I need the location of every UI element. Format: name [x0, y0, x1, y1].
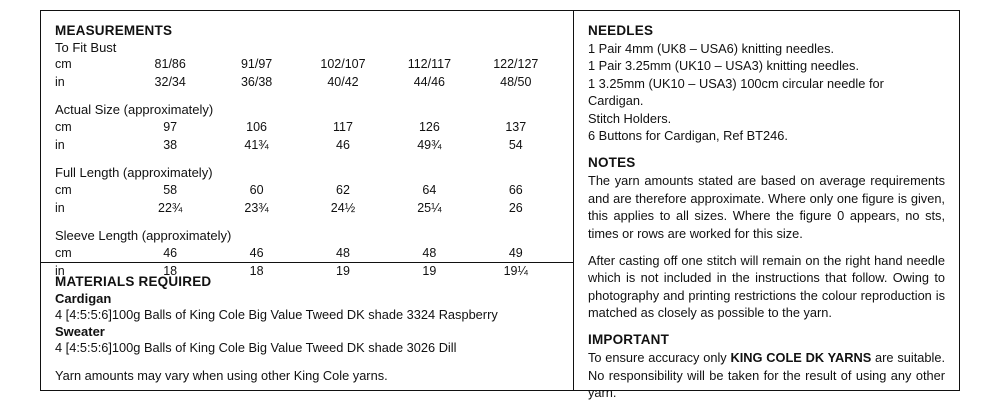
- cell: 102/107: [320, 57, 366, 71]
- important-section: [588, 332, 945, 401]
- table-row: [55, 137, 559, 155]
- cell: 122/127: [493, 57, 539, 71]
- cell: 46: [249, 246, 264, 261]
- row-label: cm: [55, 57, 72, 71]
- cell: 41¾: [244, 137, 269, 152]
- important-text-before: To ensure accuracy only: [588, 350, 731, 366]
- notes-paragraph-2: After casting off one stitch will remain on the right hand needle which is not included in the instructions that follow. Owing to photography and printing restrictions the colour reproduction is matched as closely as possible to the yarn.: [588, 252, 945, 321]
- group-title-row: [55, 164, 559, 182]
- materials-heading: MATERIALS REQUIRED: [55, 274, 212, 289]
- cell: 19¼: [503, 263, 528, 278]
- group-spacer: [55, 154, 559, 164]
- row-label: in: [55, 263, 65, 278]
- cell: 64: [422, 183, 437, 198]
- table-row: [55, 200, 559, 218]
- cell: 22¾: [158, 200, 183, 215]
- group-spacer: [55, 217, 559, 227]
- row-label: in: [55, 74, 65, 89]
- sweater-text: 4 [4:5:5:6]100g Balls of King Cole Big Value Tweed DK shade 3026 Dill: [55, 340, 457, 356]
- notes-paragraph-1: The yarn amounts stated are based on average requirements and are therefore approximate. Where only one figure is given, this applies to all sizes. Where the figure 0 appears, no sts, times or rows are worked for this size.: [588, 173, 945, 241]
- notes-heading: NOTES: [588, 155, 636, 171]
- cell: 117: [333, 120, 353, 135]
- cell: 48: [336, 246, 350, 261]
- table-row: [55, 182, 559, 200]
- table-row: [55, 56, 559, 74]
- needles-line: 1 Pair 3.25mm (UK10 – USA3) knitting needles.: [588, 58, 859, 74]
- row-label: cm: [55, 183, 72, 198]
- cell: 19: [422, 263, 437, 278]
- cardigan-text: 4 [4:5:5:6]100g Balls of King Cole Big Value Tweed DK shade 3324 Raspberry: [55, 307, 498, 322]
- cell: 18: [163, 263, 178, 278]
- sweater-label: Sweater: [55, 324, 105, 340]
- info-frame: [40, 10, 960, 401]
- cell: 44/46: [413, 74, 445, 89]
- cell: 46: [336, 137, 350, 152]
- cell: 38: [163, 137, 178, 152]
- cell: 126: [418, 120, 440, 135]
- cell: 36/38: [240, 74, 273, 89]
- cell: 48/50: [500, 74, 532, 89]
- group-title: Sleeve Length (approximately): [55, 228, 232, 244]
- table-row: [55, 245, 559, 263]
- cell: 66: [508, 183, 523, 198]
- cell: 23¾: [244, 200, 269, 215]
- group-title-row: [55, 227, 559, 245]
- yarn-note: Yarn amounts may vary when using other King Cole yarns.: [55, 368, 388, 384]
- cell: 106: [246, 120, 268, 135]
- cell: 25¼: [417, 200, 442, 215]
- cell: 40/42: [327, 74, 359, 89]
- cell: 24½: [330, 200, 356, 215]
- cell: 97: [163, 120, 178, 135]
- group-title: Full Length (approximately): [55, 165, 213, 181]
- important-text-after: are suitable. No responsibility will be taken for the result of using any other yarn.: [588, 350, 946, 401]
- needles-line: Cardigan.: [588, 93, 644, 109]
- needles-line: Stitch Holders.: [588, 110, 672, 126]
- table-row: [55, 119, 559, 137]
- left-column: [41, 11, 574, 390]
- cell: 91/97: [240, 57, 273, 71]
- materials-section: [41, 263, 573, 393]
- needles-heading: NEEDLES: [588, 23, 654, 38]
- cell: 46: [163, 246, 178, 261]
- right-column: [574, 11, 959, 401]
- cell: 49¾: [417, 137, 442, 152]
- needles-line: 1 Pair 4mm (UK8 – USA6) knitting needles.: [588, 41, 835, 56]
- needles-section: [588, 23, 945, 144]
- cell: 60: [249, 183, 264, 198]
- cell: 137: [505, 120, 527, 135]
- measurements-heading: MEASUREMENTS: [55, 23, 173, 38]
- cell: 26: [508, 200, 523, 215]
- row-label: in: [55, 200, 65, 215]
- measurements-table: [55, 56, 559, 280]
- row-label: cm: [55, 246, 72, 261]
- cell: 81/86: [154, 57, 186, 71]
- table-row: [55, 74, 559, 92]
- cell: 48: [422, 246, 437, 261]
- needles-line: 1 3.25mm (UK10 – USA3) 100cm circular needle for: [588, 75, 884, 91]
- cell: 54: [508, 137, 523, 152]
- important-heading: IMPORTANT: [588, 332, 670, 348]
- cell: 19: [336, 263, 350, 278]
- cell: 58: [163, 183, 178, 198]
- group-spacer: [55, 91, 559, 101]
- needles-line: 6 Buttons for Cardigan, Ref BT246.: [588, 127, 788, 143]
- cardigan-label: Cardigan: [55, 291, 112, 306]
- measurements-section: [41, 11, 573, 278]
- row-label: cm: [55, 120, 72, 135]
- important-emphasis: KING COLE DK YARNS: [730, 350, 872, 366]
- cell: 18: [249, 263, 264, 278]
- to-fit-bust-label: To Fit Bust: [55, 40, 117, 55]
- row-label: in: [55, 137, 65, 152]
- cell: 112/117: [407, 57, 452, 71]
- important-text: [588, 349, 945, 401]
- group-title-row: [55, 101, 559, 119]
- cell: 49: [508, 246, 523, 261]
- notes-section: [588, 155, 945, 321]
- cell: 32/34: [154, 74, 186, 89]
- cell: 62: [336, 183, 350, 198]
- group-title: Actual Size (approximately): [55, 102, 214, 117]
